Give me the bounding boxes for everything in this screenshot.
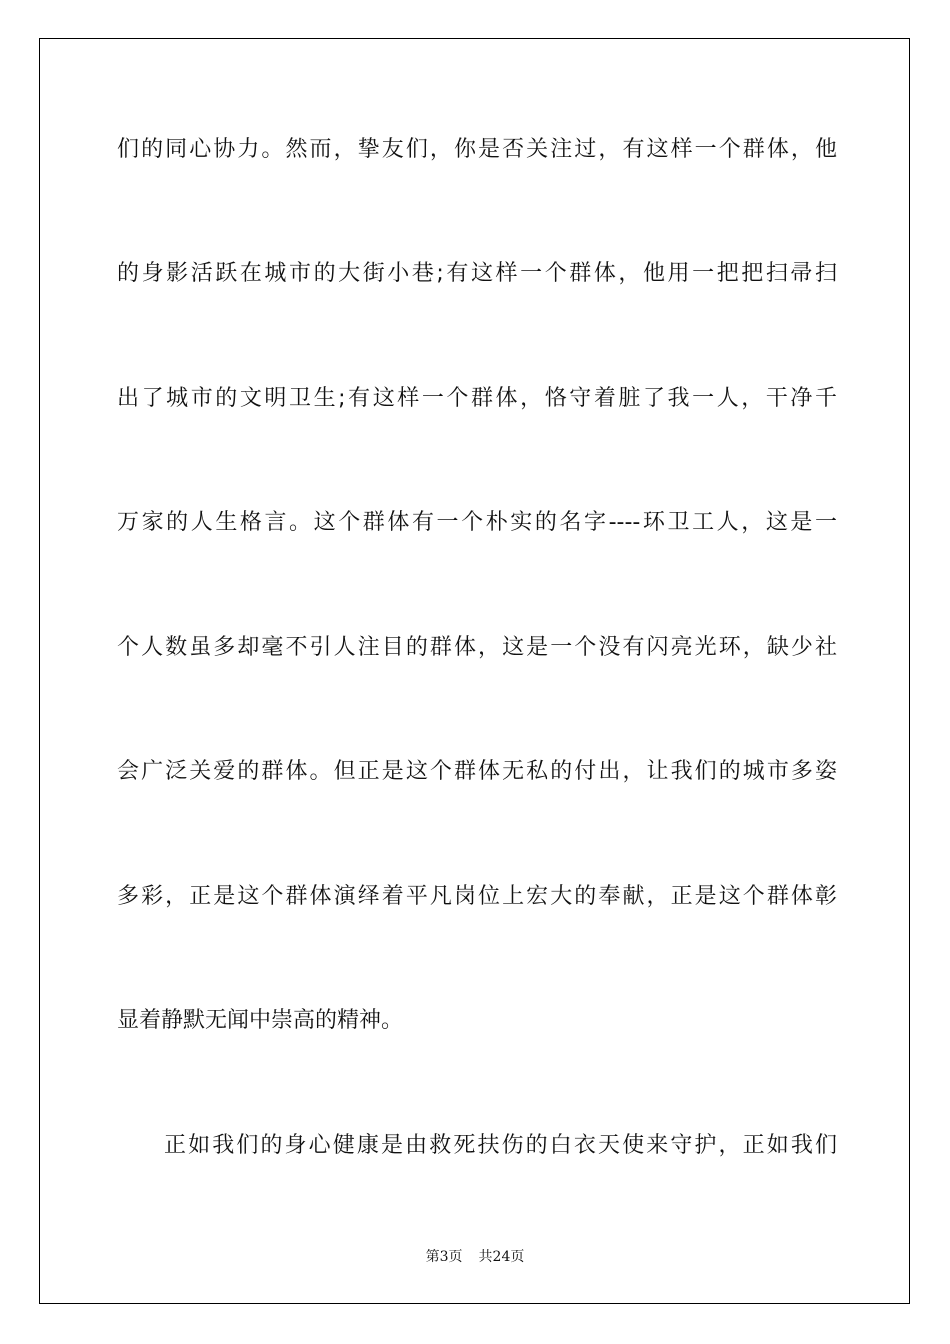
page-border: [39, 38, 910, 1304]
body-text-line-4: 万家的人生格言。这个群体有一个朴实的名字----环卫工人，这是一: [117, 510, 837, 535]
body-text-line-1: 们的同心协力。然而，挚友们，你是否关注过，有这样一个群体，他: [117, 137, 837, 162]
body-text-line-7: 多彩，正是这个群体演绎着平凡岗位上宏大的奉献，正是这个群体彰: [117, 884, 837, 909]
page-footer: [0, 1247, 950, 1267]
page-total: 共24页: [478, 1249, 525, 1265]
body-text-line-5: 个人数虽多却毫不引人注目的群体，这是一个没有闪亮光环，缺少社: [117, 635, 837, 660]
body-text-line-2: 的身影活跃在城市的大街小巷;有这样一个群体，他用一把把扫帚扫: [117, 261, 837, 286]
paragraph-2-line-1: 正如我们的身心健康是由救死扶伤的白衣天使来守护，正如我们: [164, 1133, 837, 1158]
body-text-line-8: 显着静默无闻中崇高的精神。: [117, 1008, 404, 1033]
page-number: 第3页: [425, 1249, 463, 1265]
body-text-line-3: 出了城市的文明卫生;有这样一个群体，恪守着脏了我一人，干净千: [117, 386, 837, 411]
body-text-line-6: 会广泛关爱的群体。但正是这个群体无私的付出，让我们的城市多姿: [117, 759, 837, 784]
